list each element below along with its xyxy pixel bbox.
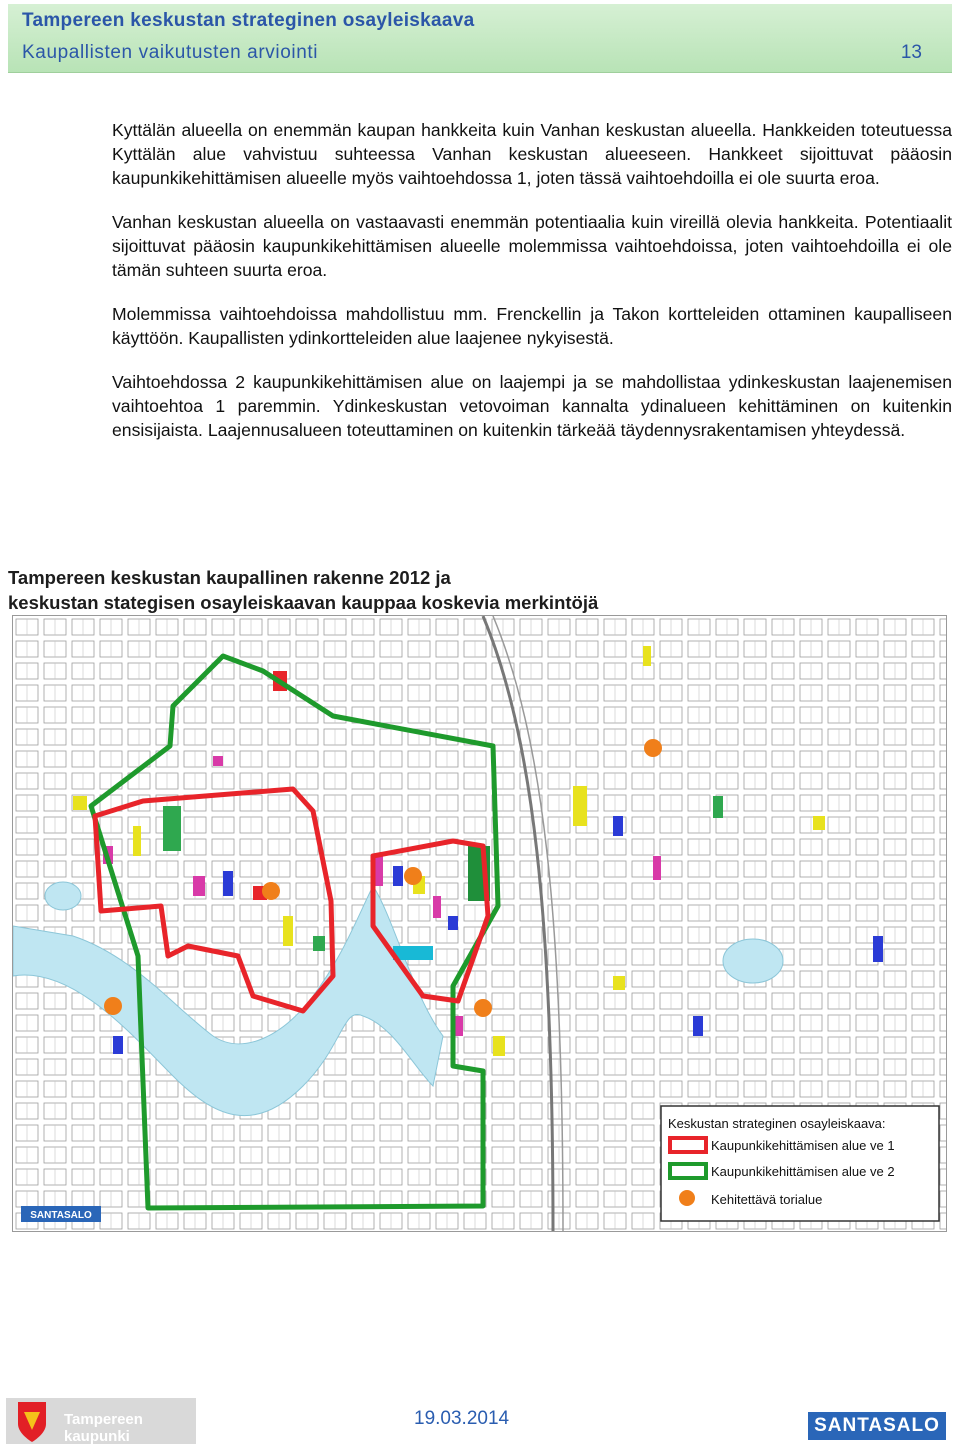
city-logo-text: Tampereen kaupunki	[64, 1411, 143, 1445]
legend-label-market: Kehitettävä torialue	[711, 1192, 823, 1207]
map-title	[8, 565, 598, 615]
pond	[45, 882, 81, 910]
market-square-marker	[474, 999, 492, 1017]
map-watermark-text: SANTASALO	[30, 1210, 92, 1221]
legend-swatch-market	[679, 1190, 695, 1206]
legend-heading: Keskustan strateginen osayleiskaava:	[668, 1116, 886, 1131]
market-square-marker	[262, 882, 280, 900]
legend-label-alt2: Kaupunkikehittämisen alue ve 2	[711, 1164, 895, 1179]
city-crest-icon	[12, 1398, 52, 1444]
city-logo	[6, 1398, 196, 1444]
paragraph: Kyttälän alueella on enemmän kaupan hankkeita kuin Vanhan keskustan alueella. Hankkeiden toteutuessa Kyttälän alue vahvistuu suhteessa Vanhan keskustan alueeseen. Hankkeet sijoittuvat pääosin kaupunkikehittämisen alueelle myös vaihtoehdossa 1, joten tässä vaihtoehdoilla ei ole suurta eroa.	[112, 120, 952, 188]
santasalo-logo	[808, 1412, 946, 1440]
page-number: 13	[900, 42, 922, 63]
paragraph: Vaihtoehdossa 2 kaupunkikehittämisen alue on laajempi ja se mahdollistaa ydinkeskustan laajenemisen vaihtoehtoa 1 paremmin. Ydinkeskustan vetovoiman kannalta ydinalueen kehittäminen on kuitenkin ensisijaista. Laajennusalueen toteuttaminen on kuitenkin tärkeää täydennysrakentamisen yhteydessä.	[112, 372, 952, 440]
lake	[723, 939, 783, 983]
market-square-marker	[644, 739, 662, 757]
legend-label-alt1: Kaupunkikehittämisen alue ve 1	[711, 1138, 895, 1153]
page-header	[8, 4, 952, 73]
santasalo-logo-text: SANTASALO	[814, 1415, 940, 1436]
paragraph: Molemmissa vaihtoehdoissa mahdollistuu mm. Frenckellin ja Takon kortteleiden ottaminen kaupalliseen käyttöön. Kaupallisten ydinkortteleiden alue laajenee nykyisestä.	[112, 304, 952, 348]
document-subtitle: Kaupallisten vaikutusten arviointi	[22, 42, 319, 63]
market-square-marker	[104, 997, 122, 1015]
footer-date: 19.03.2014	[414, 1408, 510, 1429]
map-title-line2: keskustan stategisen osayleiskaavan kauppaa koskevia merkintöjä	[8, 592, 599, 613]
map-title-line1: Tampereen keskustan kaupallinen rakenne 2012 ja	[8, 567, 451, 588]
city-map	[12, 615, 947, 1232]
market-square-marker	[404, 867, 422, 885]
paragraph: Vanhan keskustan alueella on vastaavasti enemmän potentiaalia kuin vireillä olevia hankkeita. Potentiaalit sijoittuvat pääosin kaupunkikehittämisen alueelle molemmissa vaihtoehdoissa, joten vaihtoehdoilla ei ole tämän suhteen suurta eroa.	[112, 212, 952, 280]
body-text	[112, 118, 952, 462]
map-legend	[661, 1106, 939, 1221]
document-title: Tampereen keskustan strateginen osayleiskaava	[22, 10, 475, 31]
